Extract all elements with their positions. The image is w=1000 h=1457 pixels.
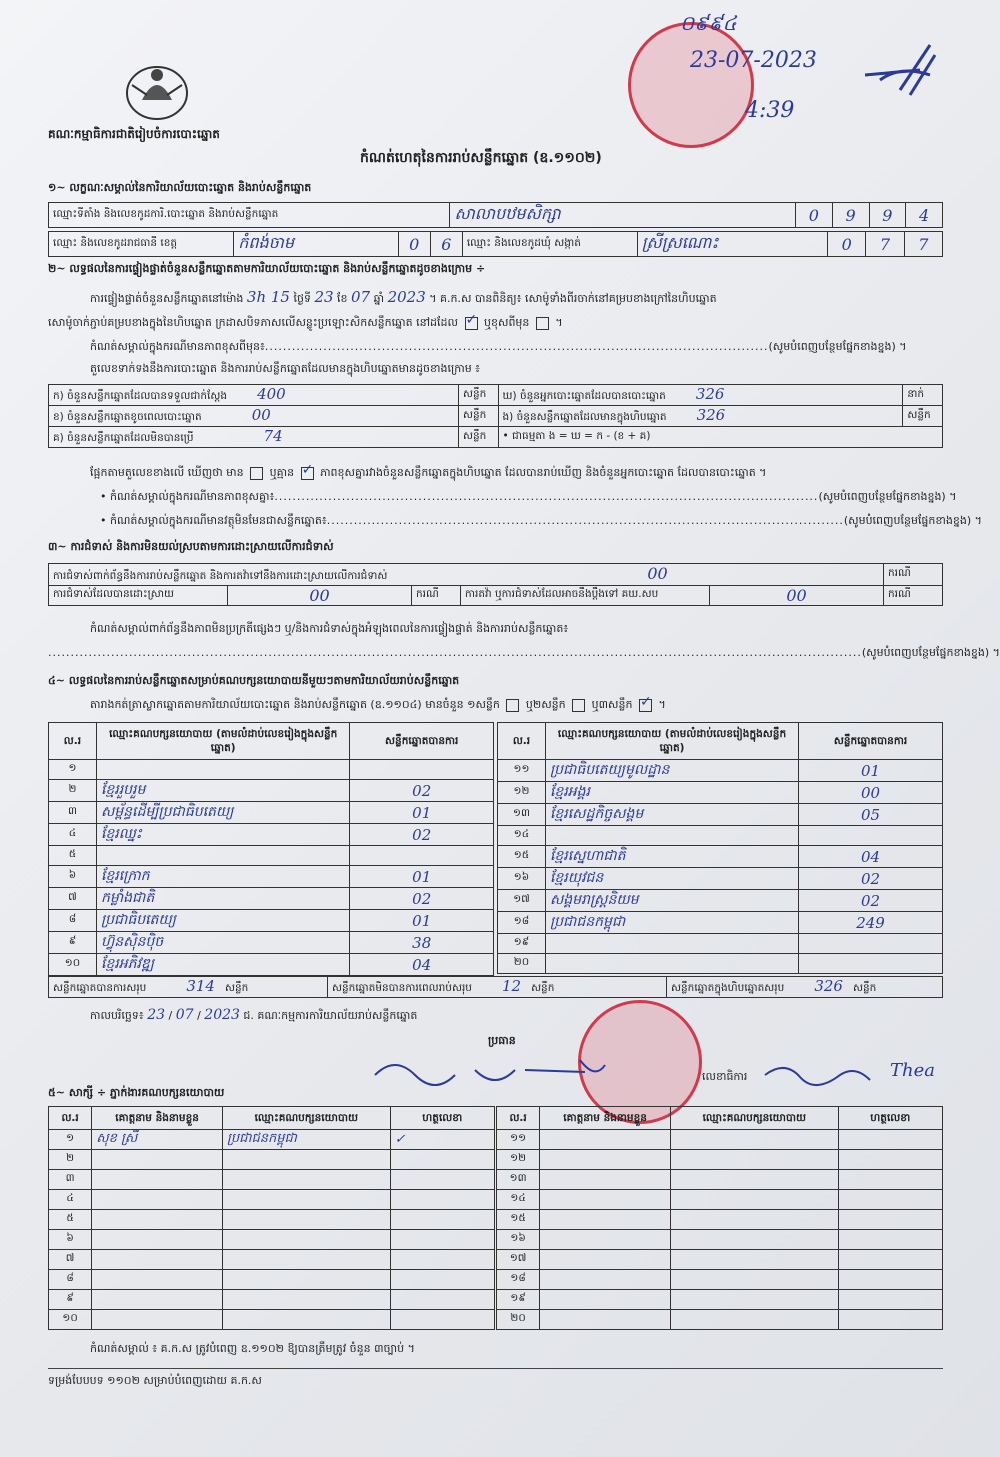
signature-scribble-top [860, 40, 940, 100]
table-row [497, 1210, 943, 1230]
nec-emblem-logo [122, 55, 192, 125]
row-number: ១៩ [498, 934, 546, 954]
witness-signature[interactable] [838, 1290, 942, 1310]
figures-row-1 [49, 385, 943, 406]
table-row [49, 954, 494, 976]
secretary-name: Thea [890, 1060, 935, 1081]
party-name [545, 954, 798, 974]
witness-name[interactable] [540, 1190, 671, 1210]
vote-count [799, 954, 943, 974]
figure-b-unit: សន្លឹក [458, 406, 498, 427]
row-number: ១៣ [497, 1170, 540, 1190]
witness-table-left [48, 1106, 495, 1330]
row-number: ១០ [49, 954, 97, 976]
different-checkbox[interactable] [536, 317, 549, 330]
row-number: ៩ [49, 932, 97, 954]
witness-party[interactable] [222, 1270, 390, 1290]
witness-party[interactable] [222, 1310, 390, 1330]
vote-count: 02 [350, 780, 494, 802]
party-name [545, 826, 798, 846]
witness-signature[interactable] [390, 1230, 494, 1250]
witness-name[interactable] [92, 1310, 223, 1330]
row-number: ១៧ [498, 890, 546, 912]
row-number: ៣ [49, 802, 97, 824]
table-row [497, 1170, 943, 1190]
row-number: ១៣ [498, 804, 546, 826]
table-row [498, 760, 943, 782]
summary-invalid-value: 12 [501, 977, 522, 995]
witness-signature[interactable] [838, 1310, 942, 1330]
section2-paragraph2: សោម៉ូចាក់ភ្ជាប់គម្របខាងក្នុងនៃហិបឆ្នោត ក្រដាសបិទភាសលើសន្លូះប្រឡោះសិកសន្លឹកឆ្នោត នៅដដែល ✓ ឬខុសពីមុន ។ [48, 316, 563, 330]
station-code-4: 4 [906, 203, 943, 228]
witness-party[interactable] [670, 1290, 838, 1310]
chair-label: ប្រធាន [488, 1034, 516, 1047]
secretary-signature [760, 1055, 880, 1090]
witness-name[interactable] [92, 1210, 223, 1230]
vote-count: 04 [799, 846, 943, 868]
table-row [497, 1190, 943, 1210]
figure-a-unit: សន្លឹក [458, 385, 498, 406]
appeal-label: ការតវ៉ា ឬការជំទាស់ដែលអាចនឹងប្តឹងទៅ គឃ.សប [461, 586, 710, 606]
witness-header-signature: ហត្ថលេខា [838, 1107, 942, 1130]
witness-table-right [496, 1106, 943, 1330]
witness-name[interactable] [540, 1170, 671, 1190]
witness-party[interactable] [670, 1130, 838, 1150]
date-day: 23 [147, 1007, 166, 1023]
table-row [49, 760, 494, 780]
witness-signature[interactable] [838, 1250, 942, 1270]
section4-intro: តារាងកត់ត្រាស្លាកឆ្នោតតាមការិយាល័យបោះឆ្នោត និងរាប់សន្លឹកឆ្នោត (ឧ.១១០៤) មានចំនួន ១សន្លឹក ឬ២សន្លឹក ឬ៣សន្លឹក ✓ ។ [90, 698, 666, 712]
row-number: ៦ [49, 866, 97, 888]
objection-unit: ករណី [884, 564, 943, 586]
row-number: ៤ [49, 824, 97, 846]
witness-header-name: គោត្តនាម និងនាមខ្លួន [92, 1107, 223, 1130]
witness-name[interactable] [92, 1270, 223, 1290]
no-difference-checkbox[interactable] [301, 467, 314, 480]
vote-count: 02 [350, 824, 494, 846]
party-name: ហ៊្វុនស៊ិនប៉ិច [96, 932, 350, 954]
commune-code-3: 7 [904, 232, 942, 257]
verify-day: 23 [314, 288, 334, 306]
vote-count: 04 [350, 954, 494, 976]
figure-c-value: 74 [263, 427, 283, 445]
witness-party[interactable] [222, 1290, 390, 1310]
figure-d-value: 326 [695, 385, 725, 403]
formula-note: • ជាធម្មតា ង = ឃ = ក - (ខ + គ) [498, 427, 942, 448]
witness-signature[interactable] [390, 1190, 494, 1210]
table-row [497, 1250, 943, 1270]
figure-d-unit: នាក់ [903, 385, 943, 406]
witness-signature[interactable] [838, 1190, 942, 1210]
results-header-no: ល.រ [498, 723, 546, 760]
witness-name[interactable] [540, 1270, 671, 1290]
station-code-3: 9 [869, 203, 906, 228]
witness-signature[interactable] [838, 1210, 942, 1230]
table-row [49, 1290, 495, 1310]
witness-party[interactable] [222, 1190, 390, 1210]
stamp-time: 4:39 [745, 98, 795, 123]
row-number: ១៦ [498, 868, 546, 890]
one-sheet-checkbox[interactable] [506, 699, 519, 712]
witness-name[interactable] [92, 1170, 223, 1190]
row-number: ៥ [49, 846, 97, 866]
table-row [49, 846, 494, 866]
witness-party[interactable] [670, 1170, 838, 1190]
figure-c-label: គ) ចំនួនសន្លឹកឆ្នោតដែលមិនបានប្រើ 74 [49, 427, 459, 448]
party-name: ខ្មែរយុវជន [545, 868, 798, 890]
witness-name[interactable] [92, 1230, 223, 1250]
table-row [49, 1310, 495, 1330]
summary-invalid: សន្លឹកឆ្នោតមិនបានការពេលរាប់សរុប 12 សន្លឹក [328, 977, 667, 998]
section1-table-2 [48, 231, 943, 257]
secretary-label: លេខាធិការ [702, 1070, 748, 1083]
witness-party[interactable] [222, 1210, 390, 1230]
section1-title: ១~ លក្ខណៈសម្គាល់នៃការិយាល័យបោះឆ្នោត និងរាប់សន្លឹកឆ្នោត [48, 181, 312, 194]
witness-signature[interactable] [838, 1270, 942, 1290]
party-name: ខ្មែរឈ្នះ [96, 824, 350, 846]
results-header-no: ល.រ [49, 723, 97, 760]
table-row [498, 868, 943, 890]
party-name: ខ្មែរអភិវឌ្ឍ [96, 954, 350, 976]
station-value: សាលាបឋមសិក្សា [450, 203, 796, 228]
row-number: ១១ [497, 1130, 540, 1150]
figures-row-3 [49, 427, 943, 448]
witness-party[interactable] [670, 1250, 838, 1270]
row-number: ៧ [49, 888, 97, 910]
witness-name[interactable] [540, 1290, 671, 1310]
row-number: ១៨ [497, 1270, 540, 1290]
note-difference: កំណត់សម្គាល់ក្នុងករណីមានភាពខុសពីមុន៖................................................................................................................(សូមបំពេញបន្ថែមផ្នែកខាងខ្នង) ។ [90, 340, 907, 353]
witness-signature[interactable] [838, 1170, 942, 1190]
official-red-stamp-top [628, 22, 754, 148]
table-row [49, 1130, 495, 1150]
figure-e-value: 326 [696, 406, 726, 424]
witness-name[interactable] [540, 1310, 671, 1330]
stamp-date: 23-07-2023 [690, 48, 817, 73]
chair-signature [365, 1050, 625, 1095]
figure-b-label: ខ) ចំនួនសន្លឹកឆ្នោតខូចពេលបោះឆ្នោត 00 [49, 406, 459, 427]
table-row [497, 1230, 943, 1250]
figure-b-value: 00 [251, 406, 271, 424]
commune-value: ស្រីស្រណោះ [637, 232, 827, 257]
party-name [545, 934, 798, 954]
section4-date-line: កាលបរិច្ឆេទ៖ 23 / 07 / 2023 ជ. គណៈកម្មការការិយាល័យរាប់សន្លឹកឆ្នោត [90, 1007, 418, 1023]
station-label: ឈ្មោះទីតាំង និងលេខកូដការិ.បោះឆ្នោត និងរាប់សន្លឹកឆ្នោត [49, 203, 450, 228]
commune-code-1: 0 [828, 232, 866, 257]
witness-name[interactable] [92, 1290, 223, 1310]
table-row [498, 846, 943, 868]
date-month: 07 [175, 1007, 194, 1023]
results-table-left [48, 722, 494, 976]
vote-count: 38 [350, 932, 494, 954]
section4-title: ៤~ លទ្ធផលនៃការរាប់សន្លឹកឆ្នោតសម្រាប់គណបក្សនយោបាយនីមួយៗតាមការិយាល័យរាប់សន្លឹកឆ្នោត [48, 674, 460, 687]
witness-party[interactable] [670, 1270, 838, 1290]
row-number: ១៤ [497, 1190, 540, 1210]
witness-party[interactable] [670, 1150, 838, 1170]
witness-party[interactable] [222, 1150, 390, 1170]
vote-count: 05 [799, 804, 943, 826]
witness-party[interactable] [222, 1230, 390, 1250]
table-row [49, 932, 494, 954]
section2-figures-table [48, 384, 943, 448]
table-row [498, 782, 943, 804]
three-sheet-checkbox[interactable] [639, 699, 652, 712]
section2-paragraph3: តួលេខទាក់ទងនឹងការបោះឆ្នោត និងការរាប់សន្លឹកឆ្នោតដែលមានក្នុងហិបឆ្នោតមានដូចខាងក្រោម ៖ [90, 362, 481, 375]
row-number: ២០ [498, 954, 546, 974]
row-number: ១៤ [498, 826, 546, 846]
verify-month: 07 [351, 288, 371, 306]
witness-header-no: ល.រ [49, 1107, 92, 1130]
witness-name[interactable] [540, 1230, 671, 1250]
table-row [49, 1190, 495, 1210]
table-row [497, 1150, 943, 1170]
section3-table [48, 563, 943, 606]
row-number: ១៥ [497, 1210, 540, 1230]
summary-valid: សន្លឹកឆ្នោតបានការសរុប 314 សន្លឹក [49, 977, 328, 998]
witness-header-signature: ហត្ថលេខា [390, 1107, 494, 1130]
row-number: ១ [49, 760, 97, 780]
row-number: ៤ [49, 1190, 92, 1210]
witness-signature[interactable] [390, 1170, 494, 1190]
row-number: ១៦ [497, 1230, 540, 1250]
witness-signature[interactable] [838, 1130, 942, 1150]
figure-a-label: ក) ចំនួនសន្លឹកឆ្នោតដែលបានទទួលជាក់ស្តែង 400 [49, 385, 459, 406]
witness-signature[interactable] [838, 1150, 942, 1170]
table-row [497, 1130, 943, 1150]
party-name: កម្លាំងជាតិ [96, 888, 350, 910]
section2-title: ២~ លទ្ធផលនៃការផ្ទៀងផ្ទាត់ចំនួនសន្លឹកឆ្នោតតាមការិយាល័យបោះឆ្នោត និងរាប់សន្លឹកឆ្នោតដូចខាងក្រោម ÷ [48, 262, 486, 275]
section2-paragraph1: ការផ្ទៀងផ្ទាត់ចំនួនសន្លឹកឆ្នោតនៅម៉ោង 3h 15 ថ្ងៃទី 23 ខែ 07 ឆ្នាំ 2023 ។ គ.ក.ស បានពិនិត្យ៖ សោម៉ូទាំងពីរចាក់នៅគម្របខាងក្រៅនៃហិបឆ្នោត [90, 288, 717, 306]
figure-e-label: ង) ចំនួនសន្លឹកឆ្នោតដែលមានក្នុងហិបឆ្នោត 326 [498, 406, 903, 427]
witness-party[interactable] [670, 1190, 838, 1210]
table-row [49, 1150, 495, 1170]
witness-header-name: គោត្តនាម និងនាមខ្លួន [540, 1107, 671, 1130]
vote-count: 01 [350, 802, 494, 824]
station-code-2: 9 [832, 203, 869, 228]
table-row [49, 802, 494, 824]
results-header-votes: សន្លឹកឆ្នោតបានការ [350, 723, 494, 760]
table-row [49, 1250, 495, 1270]
table-row [49, 1170, 495, 1190]
party-name: ខ្មែរអង្គរ [545, 782, 798, 804]
witness-party[interactable] [670, 1210, 838, 1230]
table-row [49, 888, 494, 910]
witness-party[interactable] [670, 1230, 838, 1250]
vote-count: 02 [350, 888, 494, 910]
table-row [49, 824, 494, 846]
witness-name[interactable] [540, 1250, 671, 1270]
row-number: ១៧ [497, 1250, 540, 1270]
witness-name[interactable]: សុខ ស្រី [92, 1130, 223, 1150]
party-name: ខ្មែរស្នេហាជាតិ [545, 846, 798, 868]
vote-count [350, 760, 494, 780]
party-name: សម្ព័ន្ធដើម្បីប្រជាធិបតេយ្យ [96, 802, 350, 824]
party-name: ប្រជាធិបតេយ្យមូលដ្ឋាន [545, 760, 798, 782]
resolved-label: ការជំទាស់ដែលបានដោះស្រាយ [49, 586, 228, 606]
party-name: ខ្មែរសេដ្ឋកិច្ចសង្គម [545, 804, 798, 826]
row-number: ១ [49, 1130, 92, 1150]
results-header-party: ឈ្មោះគណបក្សនយោបាយ (តាមលំដាប់លេខរៀងក្នុងសន្លឹកឆ្នោត) [96, 723, 350, 760]
section3-fill-line: .....................................................................................................................................................................................(សូមបំពេញបន្ថែមផ្នែកខាងខ្នង) ។ [48, 646, 1000, 659]
row-number: ១៥ [498, 846, 546, 868]
province-code-1: 0 [398, 232, 430, 257]
witness-name[interactable] [540, 1150, 671, 1170]
province-code-2: 6 [430, 232, 462, 257]
party-name: ប្រជាជនកម្ពុជា [545, 912, 798, 934]
witness-header-party: ឈ្មោះគណបក្សនយោបាយ [222, 1107, 390, 1130]
row-number: ៧ [49, 1250, 92, 1270]
table-row [498, 890, 943, 912]
witness-signature[interactable] [390, 1150, 494, 1170]
has-difference-checkbox[interactable] [250, 467, 263, 480]
vote-count: 249 [799, 912, 943, 934]
province-value: កំពង់ចាម [234, 232, 399, 257]
resolved-unit: ករណី [412, 586, 461, 606]
table-row [498, 804, 943, 826]
witness-name[interactable] [92, 1250, 223, 1270]
summary-box-value: 326 [814, 977, 843, 995]
figure-d-label: ឃ) ចំនួនអ្នកបោះឆ្នោតដែលបានបោះឆ្នោត 326 [498, 385, 903, 406]
table-row [49, 1210, 495, 1230]
table-row [498, 954, 943, 974]
witness-header-no: ល.រ [497, 1107, 540, 1130]
witness-signature[interactable] [838, 1230, 942, 1250]
table-row [498, 934, 943, 954]
vote-count: 00 [799, 782, 943, 804]
row-number: ១១ [498, 760, 546, 782]
row-number: ៣ [49, 1170, 92, 1190]
row-number: ៩ [49, 1290, 92, 1310]
witness-party[interactable]: ប្រជាជនកម្ពុជា [222, 1130, 390, 1150]
figure-e-unit: សន្លឹក [903, 406, 943, 427]
witness-name[interactable] [92, 1190, 223, 1210]
row-number: ៦ [49, 1230, 92, 1250]
witness-party[interactable] [222, 1170, 390, 1190]
row-number: ១៩ [497, 1290, 540, 1310]
appeal-unit: ករណី [884, 586, 943, 606]
witness-name[interactable] [92, 1150, 223, 1170]
row-number: ១២ [497, 1150, 540, 1170]
stamp-code: ០៩៩៤ [680, 11, 737, 35]
footer-divider [48, 1368, 943, 1369]
difference-statement: ផ្អែកតាមតួលេខខាងលើ ឃើញថា មាន ឬគ្មាន ✓ ភាពខុសគ្នារវាងចំនួនសន្លឹកឆ្នោតក្នុងហិបឆ្នោត ដែលបានរាប់ឃើញ និងចំនួនអ្នកបោះឆ្នោត ដែលបានបោះឆ្នោត ។ [90, 466, 766, 480]
party-name: សង្គមរាស្ត្រនិយម [545, 890, 798, 912]
vote-count [350, 846, 494, 866]
section1-table [48, 202, 943, 228]
station-code-1: 0 [796, 203, 833, 228]
same-checkbox[interactable] [465, 317, 478, 330]
appeal-count: 00 [710, 586, 884, 606]
row-number: ២ [49, 1150, 92, 1170]
row-number: ៨ [49, 1270, 92, 1290]
table-row [49, 910, 494, 932]
table-row [49, 866, 494, 888]
date-year: 2023 [204, 1007, 240, 1023]
witness-signature[interactable] [390, 1250, 494, 1270]
row-number: ៥ [49, 1210, 92, 1230]
results-header-party: ឈ្មោះគណបក្សនយោបាយ (តាមលំដាប់លេខរៀងក្នុងសន្លឹកឆ្នោត) [545, 723, 798, 760]
note-nonballot: • កំណត់សម្គាល់ក្នុងករណីមានវត្ថុមិនមែនជាសន្លឹកឆ្នោត៖...................................................................................................................(សូមបំពេញបន្ថែមផ្នែកខាងខ្នង) ។ [100, 514, 982, 527]
party-name [96, 760, 350, 780]
vote-count: 02 [799, 890, 943, 912]
witness-name[interactable] [540, 1210, 671, 1230]
witness-signature[interactable] [390, 1270, 494, 1290]
commune-code-2: 7 [866, 232, 904, 257]
vote-count: 02 [799, 868, 943, 890]
form-footer: ទម្រង់បែបបទ ១១០២ សម្រាប់បំពេញដោយ គ.ក.ស [48, 1374, 262, 1387]
section5-title: ៥~ សាក្សី ÷ ភ្នាក់ងារគណបក្សនយោបាយ [48, 1086, 225, 1099]
summary-box: សន្លឹកឆ្នោតក្នុងហិបឆ្នោតសរុប 326 សន្លឹក [667, 977, 943, 998]
table-row [49, 1270, 495, 1290]
org-name: គណៈកម្មាធិការជាតិរៀបចំការបោះឆ្នោត [48, 127, 220, 141]
table-row [498, 912, 943, 934]
objection-count: 00 [647, 564, 668, 583]
row-number: ២០ [497, 1310, 540, 1330]
table-row [497, 1270, 943, 1290]
row-number: ២ [49, 780, 97, 802]
figure-a-value: 400 [257, 385, 286, 403]
party-name [96, 846, 350, 866]
vote-count: 01 [350, 910, 494, 932]
section3-title: ៣~ ការជំទាស់ និងការមិនយល់ស្របតាមការដោះស្រាយលើការជំទាស់ [48, 540, 334, 553]
row-number: ១៨ [498, 912, 546, 934]
table-row [49, 1230, 495, 1250]
table-row [497, 1290, 943, 1310]
witness-name[interactable] [540, 1130, 671, 1150]
table-row [498, 826, 943, 846]
witness-signature[interactable] [390, 1310, 494, 1330]
results-summary-table [48, 976, 943, 998]
vote-count: 01 [799, 760, 943, 782]
summary-valid-value: 314 [186, 977, 215, 995]
party-name: ខ្មែររួបរួម [96, 780, 350, 802]
results-header-votes: សន្លឹកឆ្នោតបានការ [799, 723, 943, 760]
resolved-count: 00 [228, 586, 412, 606]
witness-party[interactable] [222, 1250, 390, 1270]
figure-c-unit: សន្លឹក [458, 427, 498, 448]
witness-header-party: ឈ្មោះគណបក្សនយោបាយ [670, 1107, 838, 1130]
verify-year: 2023 [387, 288, 426, 306]
witness-party[interactable] [670, 1310, 838, 1330]
objection-row-1: ការជំទាស់ពាក់ព័ន្ធនឹងការរាប់សន្លឹកឆ្នោត និងការតវ៉ាទៅនឹងការដោះស្រាយលើការជំទាស់ 00 [49, 564, 884, 586]
vote-count: 01 [350, 866, 494, 888]
results-table-right [497, 722, 943, 974]
witness-signature[interactable] [390, 1290, 494, 1310]
figures-row-2 [49, 406, 943, 427]
note-difference-2: • កំណត់សម្គាល់ក្នុងករណីមានភាពខុសគ្នា៖.........................................................................................................................(សូមបំពេញបន្ថែមផ្នែកខាងខ្នង) ។ [100, 490, 957, 503]
footnote: កំណត់សម្គាល់ ៖ គ.ក.ស ត្រូវបំពេញ ឧ.១១០២ ឱ្យបានត្រឹមត្រូវ ចំនួន ៣ច្បាប់ ។ [90, 1342, 415, 1355]
table-row [49, 780, 494, 802]
two-sheet-checkbox[interactable] [572, 699, 585, 712]
party-name: ខ្មែរក្រោក [96, 866, 350, 888]
section3-note: កំណត់សម្គាល់ពាក់ព័ន្ធនឹងភាពមិនប្រក្រតីផ្សេងៗ ឬ/និងការជំទាស់ក្នុងអំឡុងពេលនៃការផ្ទៀងផ្ទាត់ និងការរាប់សន្លឹកឆ្នោត៖ [90, 622, 569, 635]
row-number: ១២ [498, 782, 546, 804]
verify-time: 3h 15 [246, 288, 290, 306]
commune-label: ឈ្មោះ និងលេខកូដឃុំ សង្កាត់ [462, 232, 637, 257]
vote-count [799, 934, 943, 954]
row-number: ៨ [49, 910, 97, 932]
party-name: ប្រជាធិបតេយ្យ [96, 910, 350, 932]
form-title: កំណត់ហេតុនៃការរាប់សន្លឹកឆ្នោត (ឧ.១១០២) [360, 150, 602, 166]
witness-signature[interactable]: ✓ [390, 1130, 494, 1150]
witness-signature[interactable] [390, 1210, 494, 1230]
vote-count [799, 826, 943, 846]
table-row [497, 1310, 943, 1330]
row-number: ១០ [49, 1310, 92, 1330]
province-label: ឈ្មោះ និងលេខកូដរាជធានី ខេត្ត [49, 232, 234, 257]
